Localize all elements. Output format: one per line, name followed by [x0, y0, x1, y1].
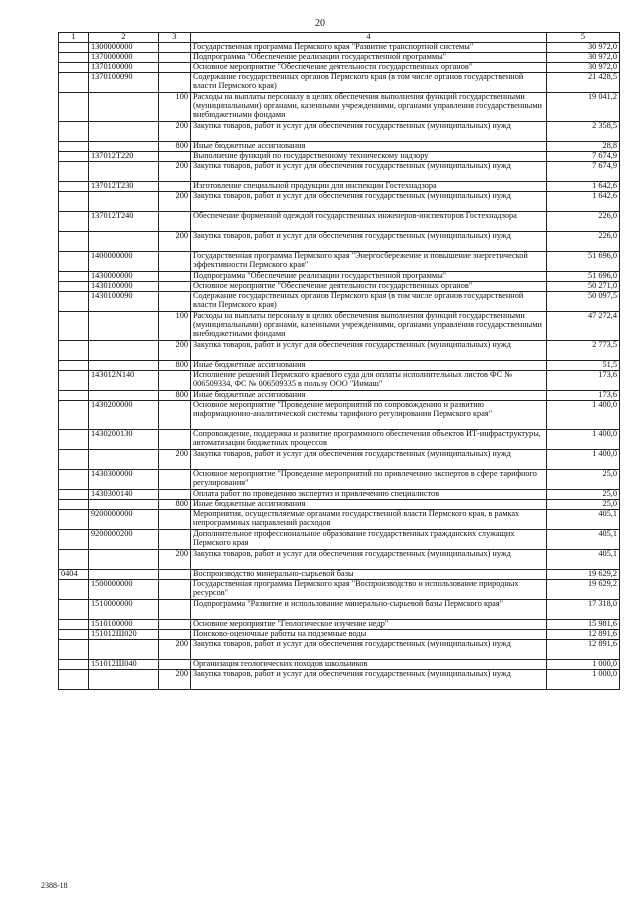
expense-type-cell: 800: [159, 142, 191, 152]
expense-type-cell: [159, 630, 191, 640]
target-article-cell: [89, 670, 159, 690]
section-code-cell: [59, 660, 89, 670]
table-row: [59, 430, 620, 450]
item-name-cell: Государственная программа Пермского края "Воспроизводство и использование природных ресурсов": [191, 580, 547, 600]
expense-type-cell: 200: [159, 550, 191, 570]
item-name-cell: Основное мероприятие "Проведение мероприятий по привлечению экспертов в сфере тарифного регулирования": [191, 470, 547, 490]
target-article-cell: [89, 550, 159, 570]
expense-type-cell: [159, 182, 191, 192]
amount-cell: 1 642,6: [547, 192, 620, 212]
amount-cell: 50 271,0: [547, 282, 620, 292]
expense-type-cell: [159, 292, 191, 312]
amount-cell: 19 629,2: [547, 580, 620, 600]
expense-type-cell: 800: [159, 361, 191, 371]
target-article-cell: [89, 142, 159, 152]
section-code-cell: [59, 430, 89, 450]
table-row: [59, 361, 620, 371]
amount-cell: 173,6: [547, 391, 620, 401]
expense-type-cell: 800: [159, 500, 191, 510]
item-name-cell: Закупка товаров, работ и услуг для обеспечения государственных (муниципальных) нужд: [191, 670, 547, 690]
item-name-cell: Подпрограмма "Обеспечение реализации государственной программы": [191, 272, 547, 282]
table-row: [59, 292, 620, 312]
amount-cell: 7 674,9: [547, 152, 620, 162]
section-code-cell: [59, 510, 89, 530]
table-row: [59, 660, 620, 670]
target-article-cell: [89, 361, 159, 371]
section-code-cell: [59, 391, 89, 401]
header-cell-5: 5: [547, 33, 620, 43]
item-name-cell: Поисково-оценочные работы на подземные воды: [191, 630, 547, 640]
amount-cell: 30 972,0: [547, 63, 620, 73]
amount-cell: 25,0: [547, 490, 620, 500]
document-code: 2388-18: [41, 881, 68, 890]
item-name-cell: Закупка товаров, работ и услуг для обеспечения государственных (муниципальных) нужд: [191, 192, 547, 212]
item-name-cell: Содержание государственных органов Пермского края (в том числе органов государственной власти Пермского края): [191, 292, 547, 312]
table-row: [59, 630, 620, 640]
target-article-cell: 1430000000: [89, 272, 159, 282]
amount-cell: 1 000,0: [547, 670, 620, 690]
amount-cell: 47 272,4: [547, 312, 620, 341]
section-code-cell: [59, 640, 89, 660]
table-row: [59, 73, 620, 93]
amount-cell: 51 696,0: [547, 252, 620, 272]
amount-cell: 1 400,0: [547, 430, 620, 450]
expense-type-cell: [159, 371, 191, 391]
amount-cell: 405,1: [547, 550, 620, 570]
target-article-cell: [89, 500, 159, 510]
header-cell-2: 2: [89, 33, 159, 43]
expense-type-cell: [159, 490, 191, 500]
item-name-cell: Закупка товаров, работ и услуг для обеспечения государственных (муниципальных) нужд: [191, 640, 547, 660]
expense-type-cell: 200: [159, 640, 191, 660]
section-code-cell: [59, 371, 89, 391]
target-article-cell: [89, 162, 159, 182]
amount-cell: 30 972,0: [547, 53, 620, 63]
item-name-cell: Закупка товаров, работ и услуг для обеспечения государственных (муниципальных) нужд: [191, 232, 547, 252]
amount-cell: 50 097,5: [547, 292, 620, 312]
section-code-cell: [59, 162, 89, 182]
target-article-cell: [89, 391, 159, 401]
section-code-cell: [59, 630, 89, 640]
table-row: [59, 282, 620, 292]
table-row: [59, 53, 620, 63]
amount-cell: 1 000,0: [547, 660, 620, 670]
table-row: [59, 122, 620, 142]
expense-type-cell: [159, 272, 191, 282]
item-name-cell: Выполнение функций по государственному техническому надзору: [191, 152, 547, 162]
table-row: [59, 272, 620, 282]
target-article-cell: 151012Ш020: [89, 630, 159, 640]
target-article-cell: 137012Т230: [89, 182, 159, 192]
target-article-cell: [89, 341, 159, 361]
expense-type-cell: [159, 530, 191, 550]
expense-type-cell: [159, 212, 191, 232]
budget-table: [58, 32, 620, 690]
expense-type-cell: [159, 620, 191, 630]
item-name-cell: Государственная программа Пермского края "Развитие транспортной системы": [191, 43, 547, 53]
item-name-cell: Основное мероприятие "Обеспечение деятельности государственных органов": [191, 63, 547, 73]
table-row: [59, 401, 620, 430]
expense-type-cell: 200: [159, 192, 191, 212]
amount-cell: 2 358,5: [547, 122, 620, 142]
amount-cell: 405,1: [547, 530, 620, 550]
table-row: [59, 470, 620, 490]
amount-cell: 1 642,6: [547, 182, 620, 192]
section-code-cell: [59, 122, 89, 142]
target-article-cell: 1510000000: [89, 600, 159, 620]
expense-type-cell: 200: [159, 232, 191, 252]
amount-cell: 1 400,0: [547, 450, 620, 470]
amount-cell: 7 674,9: [547, 162, 620, 182]
target-article-cell: 1400000000: [89, 252, 159, 272]
amount-cell: 226,0: [547, 212, 620, 232]
target-article-cell: [89, 640, 159, 660]
section-code-cell: [59, 490, 89, 500]
expense-type-cell: [159, 570, 191, 580]
target-article-cell: 1430100000: [89, 282, 159, 292]
item-name-cell: Исполнение решений Пермского краевого суда для оплаты исполнительных листов ФС № 006509334, ФС № 006509335 в пользу ООО "Инмаш": [191, 371, 547, 391]
item-name-cell: Основное мероприятие "Проведение мероприятий по сопровождению и развитию информационно-аналитической системы тарифного регулирования Пермского края": [191, 401, 547, 430]
amount-cell: 25,0: [547, 500, 620, 510]
section-code-cell: [59, 670, 89, 690]
amount-cell: 30 972,0: [547, 43, 620, 53]
table-row: [59, 232, 620, 252]
amount-cell: 12 891,6: [547, 630, 620, 640]
expense-type-cell: [159, 510, 191, 530]
section-code-cell: [59, 580, 89, 600]
section-code-cell: [59, 152, 89, 162]
expense-type-cell: [159, 43, 191, 53]
item-name-cell: Закупка товаров, работ и услуг для обеспечения государственных (муниципальных) нужд: [191, 550, 547, 570]
target-article-cell: 1500000000: [89, 580, 159, 600]
item-name-cell: Дополнительное профессиональное образование государственных гражданских служащих Пермского края: [191, 530, 547, 550]
section-code-cell: [59, 292, 89, 312]
section-code-cell: [59, 142, 89, 152]
item-name-cell: Мероприятия, осуществляемые органами государственной власти Пермского края, в рамках непрограммных направлений расходов: [191, 510, 547, 530]
target-article-cell: 9200000000: [89, 510, 159, 530]
table-row: [59, 580, 620, 600]
section-code-cell: [59, 500, 89, 510]
table-row: [59, 182, 620, 192]
section-code-cell: [59, 401, 89, 430]
table-row: [59, 162, 620, 182]
target-article-cell: 1430200000: [89, 401, 159, 430]
section-code-cell: [59, 93, 89, 122]
table-row: [59, 93, 620, 122]
table-row: [59, 500, 620, 510]
amount-cell: 2 773,5: [547, 341, 620, 361]
amount-cell: 21 428,5: [547, 73, 620, 93]
table-body: [59, 43, 620, 690]
section-code-cell: [59, 192, 89, 212]
item-name-cell: Закупка товаров, работ и услуг для обеспечения государственных (муниципальных) нужд: [191, 162, 547, 182]
table-row: [59, 620, 620, 630]
target-article-cell: 137012Т220: [89, 152, 159, 162]
expense-type-cell: [159, 73, 191, 93]
target-article-cell: 1430100090: [89, 292, 159, 312]
table-row: [59, 142, 620, 152]
item-name-cell: Иные бюджетные ассигнования: [191, 391, 547, 401]
expense-type-cell: 800: [159, 391, 191, 401]
target-article-cell: 1430300140: [89, 490, 159, 500]
table-row: [59, 450, 620, 470]
section-code-cell: [59, 620, 89, 630]
target-article-cell: 1370100000: [89, 63, 159, 73]
item-name-cell: Государственная программа Пермского края "Энергосбережение и повышение энергетической эффективности Пермского края": [191, 252, 547, 272]
expense-type-cell: [159, 252, 191, 272]
table-row: [59, 192, 620, 212]
amount-cell: 405,1: [547, 510, 620, 530]
item-name-cell: Закупка товаров, работ и услуг для обеспечения государственных (муниципальных) нужд: [191, 341, 547, 361]
target-article-cell: [89, 312, 159, 341]
expense-type-cell: 200: [159, 450, 191, 470]
table-row: [59, 490, 620, 500]
target-article-cell: [89, 570, 159, 580]
target-article-cell: 9200000200: [89, 530, 159, 550]
amount-cell: 17 318,0: [547, 600, 620, 620]
expense-type-cell: [159, 63, 191, 73]
expense-type-cell: 100: [159, 312, 191, 341]
table-row: [59, 43, 620, 53]
section-code-cell: [59, 312, 89, 341]
table-header-row: [59, 33, 620, 43]
header-cell-4: 4: [191, 33, 547, 43]
target-article-cell: 1370100090: [89, 73, 159, 93]
table-row: [59, 212, 620, 232]
expense-type-cell: 200: [159, 162, 191, 182]
section-code-cell: [59, 232, 89, 252]
target-article-cell: [89, 450, 159, 470]
item-name-cell: Сопровождение, поддержка и развитие программного обеспечения объектов ИТ-инфраструктуры, автоматизации бюджетных процессов: [191, 430, 547, 450]
target-article-cell: 1370000000: [89, 53, 159, 63]
section-code-cell: [59, 470, 89, 490]
expense-type-cell: [159, 470, 191, 490]
table-row: [59, 670, 620, 690]
table-row: [59, 550, 620, 570]
target-article-cell: 1510100000: [89, 620, 159, 630]
table-row: [59, 391, 620, 401]
expense-type-cell: [159, 600, 191, 620]
target-article-cell: 137012Т240: [89, 212, 159, 232]
item-name-cell: Иные бюджетные ассигнования: [191, 361, 547, 371]
amount-cell: 28,8: [547, 142, 620, 152]
table-row: [59, 341, 620, 361]
target-article-cell: 143012N140: [89, 371, 159, 391]
section-code-cell: [59, 341, 89, 361]
expense-type-cell: [159, 282, 191, 292]
amount-cell: 19 629,2: [547, 570, 620, 580]
item-name-cell: Иные бюджетные ассигнования: [191, 142, 547, 152]
target-article-cell: 1430200130: [89, 430, 159, 450]
table-row: [59, 530, 620, 550]
target-article-cell: [89, 192, 159, 212]
section-code-cell: [59, 53, 89, 63]
section-code-cell: [59, 550, 89, 570]
expense-type-cell: 100: [159, 93, 191, 122]
section-code-cell: [59, 361, 89, 371]
table-row: [59, 600, 620, 620]
table-row: [59, 63, 620, 73]
item-name-cell: Основное мероприятие "Обеспечение деятельности государственных органов": [191, 282, 547, 292]
item-name-cell: Оплата работ по проведению экспертиз и привлечению специалистов: [191, 490, 547, 500]
table-row: [59, 312, 620, 341]
section-code-cell: [59, 182, 89, 192]
expense-type-cell: [159, 152, 191, 162]
section-code-cell: [59, 63, 89, 73]
expense-type-cell: 200: [159, 122, 191, 142]
item-name-cell: Воспроизводство минерально-сырьевой базы: [191, 570, 547, 580]
amount-cell: 226,0: [547, 232, 620, 252]
expense-type-cell: [159, 430, 191, 450]
amount-cell: 51,5: [547, 361, 620, 371]
section-code-cell: [59, 600, 89, 620]
amount-cell: 25,0: [547, 470, 620, 490]
item-name-cell: Обеспечение форменной одеждой государственных инженеров-инспекторов Гостехнадзора: [191, 212, 547, 232]
section-code-cell: 0404: [59, 570, 89, 580]
section-code-cell: [59, 73, 89, 93]
expense-type-cell: 200: [159, 341, 191, 361]
table-row: [59, 510, 620, 530]
table-row: [59, 570, 620, 580]
page-number: 20: [315, 18, 325, 29]
table-row: [59, 252, 620, 272]
target-article-cell: 151012Ш040: [89, 660, 159, 670]
target-article-cell: 1300000000: [89, 43, 159, 53]
amount-cell: 12 891,6: [547, 640, 620, 660]
expense-type-cell: 200: [159, 670, 191, 690]
amount-cell: 1 400,0: [547, 401, 620, 430]
expense-type-cell: [159, 660, 191, 670]
item-name-cell: Организация геологических походов школьников: [191, 660, 547, 670]
section-code-cell: [59, 450, 89, 470]
expense-type-cell: [159, 53, 191, 63]
section-code-cell: [59, 43, 89, 53]
amount-cell: 173,6: [547, 371, 620, 391]
expense-type-cell: [159, 580, 191, 600]
target-article-cell: [89, 93, 159, 122]
amount-cell: 19 041,2: [547, 93, 620, 122]
section-code-cell: [59, 282, 89, 292]
section-code-cell: [59, 530, 89, 550]
table-row: [59, 152, 620, 162]
section-code-cell: [59, 272, 89, 282]
amount-cell: 15 981,6: [547, 620, 620, 630]
item-name-cell: Расходы на выплаты персоналу в целях обеспечения выполнения функций государственными (муниципальными) органами, казенными учреждениями, органами управления государственными внебюджетными фондами: [191, 93, 547, 122]
item-name-cell: Расходы на выплаты персоналу в целях обеспечения выполнения функций государственными (муниципальными) органами, казенными учреждениями, органами управления государственными внебюджетными фондами: [191, 312, 547, 341]
target-article-cell: [89, 122, 159, 142]
header-cell-1: 1: [59, 33, 89, 43]
item-name-cell: Иные бюджетные ассигнования: [191, 500, 547, 510]
table-row: [59, 371, 620, 391]
amount-cell: 51 696,0: [547, 272, 620, 282]
header-cell-3: 3: [159, 33, 191, 43]
target-article-cell: 1430300000: [89, 470, 159, 490]
section-code-cell: [59, 212, 89, 232]
item-name-cell: Основное мероприятие "Геологическое изучение недр": [191, 620, 547, 630]
item-name-cell: Подпрограмма "Развитие и использование минерально-сырьевой базы Пермского края": [191, 600, 547, 620]
item-name-cell: Закупка товаров, работ и услуг для обеспечения государственных (муниципальных) нужд: [191, 122, 547, 142]
item-name-cell: Закупка товаров, работ и услуг для обеспечения государственных (муниципальных) нужд: [191, 450, 547, 470]
item-name-cell: Подпрограмма "Обеспечение реализации государственной программы": [191, 53, 547, 63]
item-name-cell: Содержание государственных органов Пермского края (в том числе органов государственной власти Пермского края): [191, 73, 547, 93]
item-name-cell: Изготовление специальной продукции для инспекции Гостехнадзора: [191, 182, 547, 192]
section-code-cell: [59, 252, 89, 272]
expense-type-cell: [159, 401, 191, 430]
table-row: [59, 640, 620, 660]
target-article-cell: [89, 232, 159, 252]
